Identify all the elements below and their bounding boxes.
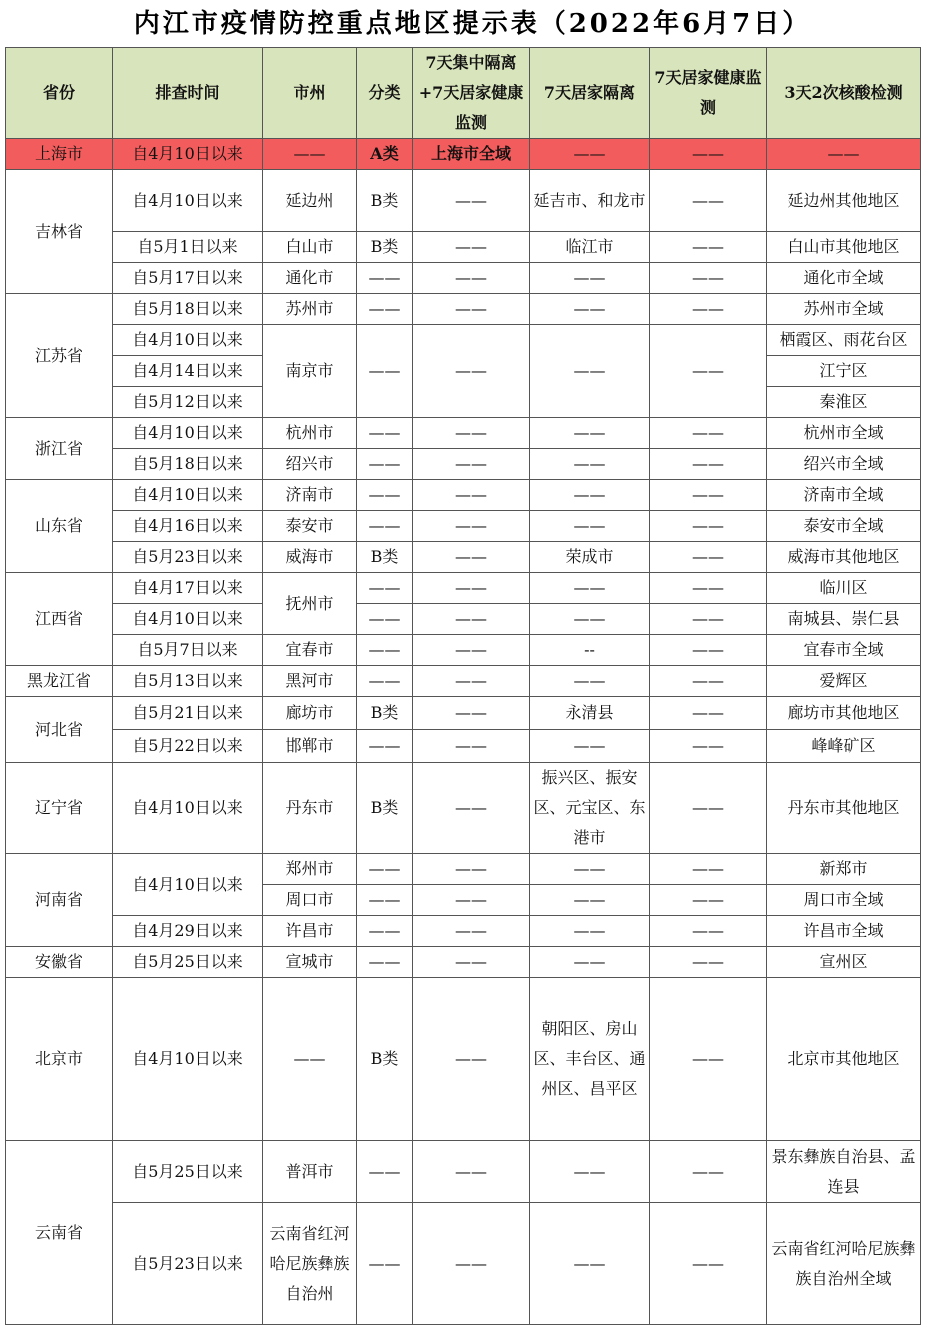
cell-test: —— [767,139,921,170]
cell-home: —— [530,666,650,697]
cell-test: 江宁区 [767,356,921,387]
cell-isolation: —— [413,542,530,573]
cell-time: 自4月10日以来 [113,325,263,356]
cell-city: 泰安市 [263,511,357,542]
cell-home: —— [530,139,650,170]
table-row [6,730,921,763]
cell-home: —— [530,854,650,885]
cell-time: 自4月10日以来 [113,418,263,449]
cell-isolation: —— [413,697,530,730]
cell-city: 郑州市 [263,854,357,885]
table-row [6,854,921,885]
header-nucleic-test: 3天2次核酸检测 [767,48,921,139]
cell-category: —— [357,449,413,480]
cell-time: 自5月23日以来 [113,542,263,573]
cell-health: —— [650,573,767,604]
cell-health: —— [650,294,767,325]
cell-isolation: —— [413,573,530,604]
cell-time: 自4月17日以来 [113,573,263,604]
cell-test: 宣州区 [767,947,921,978]
cell-test: 丹东市其他地区 [767,763,921,854]
cell-health: —— [650,263,767,294]
table-row [6,294,921,325]
cell-home: —— [530,325,650,418]
cell-isolation: —— [413,170,530,232]
cell-city: 廊坊市 [263,697,357,730]
cell-category: —— [357,573,413,604]
cell-province: 北京市 [6,978,113,1141]
cell-isolation: —— [413,916,530,947]
table-row [6,542,921,573]
cell-home: —— [530,294,650,325]
cell-time: 自4月16日以来 [113,511,263,542]
cell-time: 自4月10日以来 [113,480,263,511]
cell-city: 延边州 [263,170,357,232]
cell-city: 抚州市 [263,573,357,635]
cell-province: 吉林省 [6,170,113,294]
cell-home: —— [530,418,650,449]
cell-category: B类 [357,697,413,730]
cell-city: —— [263,978,357,1141]
cell-test: 新郑市 [767,854,921,885]
cell-home: —— [530,1203,650,1325]
cell-category: —— [357,730,413,763]
cell-isolation: —— [413,418,530,449]
table-row [6,947,921,978]
cell-health: —— [650,170,767,232]
cell-city: 杭州市 [263,418,357,449]
cell-time: 自5月12日以来 [113,387,263,418]
table-row [6,916,921,947]
cell-home: -- [530,635,650,666]
cell-city: 周口市 [263,885,357,916]
cell-time: 自5月23日以来 [113,1203,263,1325]
cell-time: 自5月18日以来 [113,294,263,325]
table-row [6,232,921,263]
cell-home: —— [530,511,650,542]
cell-home: 振兴区、振安区、元宝区、东港市 [530,763,650,854]
cell-time: 自5月7日以来 [113,635,263,666]
cell-isolation: —— [413,1203,530,1325]
table-row [6,635,921,666]
cell-category: —— [357,511,413,542]
table-row [6,418,921,449]
cell-isolation: —— [413,449,530,480]
cell-time: 自4月10日以来 [113,170,263,232]
cell-home: 延吉市、和龙市 [530,170,650,232]
cell-isolation: —— [413,1141,530,1203]
cell-category: —— [357,916,413,947]
cell-health: —— [650,1141,767,1203]
cell-health: —— [650,666,767,697]
cell-time: 自4月10日以来 [113,604,263,635]
table-row [6,480,921,511]
cell-health: —— [650,232,767,263]
table-row [6,697,921,730]
cell-test: 济南市全域 [767,480,921,511]
cell-time: 自5月18日以来 [113,449,263,480]
cell-time: 自5月1日以来 [113,232,263,263]
table-row [6,511,921,542]
cell-category: —— [357,885,413,916]
header-city: 市州 [263,48,357,139]
cell-category: —— [357,1203,413,1325]
table-row [6,263,921,294]
cell-test: 白山市其他地区 [767,232,921,263]
cell-test: 周口市全域 [767,885,921,916]
cell-test: 临川区 [767,573,921,604]
cell-home: 朝阳区、房山区、丰台区、通州区、昌平区 [530,978,650,1141]
table-row [6,604,921,635]
table-row [6,978,921,1141]
cell-city: 云南省红河哈尼族彝族自治州 [263,1203,357,1325]
cell-health: —— [650,763,767,854]
cell-test: 北京市其他地区 [767,978,921,1141]
cell-health: —— [650,418,767,449]
cell-test: 杭州市全域 [767,418,921,449]
cell-category: —— [357,635,413,666]
cell-city: 南京市 [263,325,357,418]
cell-category: —— [357,294,413,325]
cell-health: —— [650,947,767,978]
cell-time: 自4月10日以来 [113,763,263,854]
cell-isolation: —— [413,885,530,916]
header-home-isolation: 7天居家隔离 [530,48,650,139]
cell-isolation: —— [413,604,530,635]
cell-province: 黑龙江省 [6,666,113,697]
cell-category: —— [357,604,413,635]
cell-home: 临江市 [530,232,650,263]
cell-isolation: —— [413,635,530,666]
cell-time: 自5月25日以来 [113,947,263,978]
cell-category: —— [357,1141,413,1203]
cell-health: —— [650,449,767,480]
cell-city: 宜春市 [263,635,357,666]
cell-city: 黑河市 [263,666,357,697]
cell-isolation: —— [413,666,530,697]
cell-province: 江苏省 [6,294,113,418]
cell-category: B类 [357,542,413,573]
cell-category: —— [357,480,413,511]
cell-isolation: —— [413,978,530,1141]
cell-health: —— [650,854,767,885]
table-row [6,1203,921,1325]
cell-category: —— [357,418,413,449]
cell-category: —— [357,666,413,697]
cell-time: 自4月29日以来 [113,916,263,947]
cell-test: 景东彝族自治县、孟连县 [767,1141,921,1203]
cell-province: 河北省 [6,697,113,763]
table-row [6,449,921,480]
cell-city: 丹东市 [263,763,357,854]
cell-category: —— [357,325,413,418]
cell-home: —— [530,885,650,916]
cell-province: 安徽省 [6,947,113,978]
cell-province: 江西省 [6,573,113,666]
key-areas-table [5,47,921,1325]
cell-time: 自5月17日以来 [113,263,263,294]
cell-test: 泰安市全域 [767,511,921,542]
cell-category: A类 [357,139,413,170]
cell-health: —— [650,635,767,666]
cell-test: 绍兴市全域 [767,449,921,480]
cell-province: 浙江省 [6,418,113,480]
table-row [6,573,921,604]
cell-isolation: —— [413,947,530,978]
cell-city: 济南市 [263,480,357,511]
cell-home: —— [530,449,650,480]
cell-time: 自5月22日以来 [113,730,263,763]
cell-health: —— [650,511,767,542]
table-row [6,666,921,697]
cell-isolation: —— [413,763,530,854]
cell-time: 自4月14日以来 [113,356,263,387]
cell-health: —— [650,885,767,916]
cell-isolation: 上海市全域 [413,139,530,170]
cell-health: —— [650,139,767,170]
cell-province: 山东省 [6,480,113,573]
cell-isolation: —— [413,232,530,263]
cell-time: 自4月10日以来 [113,978,263,1141]
header-province: 省份 [6,48,113,139]
cell-health: —— [650,697,767,730]
cell-test: 廊坊市其他地区 [767,697,921,730]
cell-province: 河南省 [6,854,113,947]
cell-isolation: —— [413,263,530,294]
cell-city: 许昌市 [263,916,357,947]
cell-time: 自5月25日以来 [113,1141,263,1203]
cell-isolation: —— [413,511,530,542]
cell-test: 宜春市全域 [767,635,921,666]
cell-test: 秦淮区 [767,387,921,418]
cell-time: 自4月10日以来 [113,854,263,916]
cell-test: 峰峰矿区 [767,730,921,763]
cell-test: 许昌市全域 [767,916,921,947]
cell-category: B类 [357,978,413,1141]
cell-health: —— [650,542,767,573]
cell-home: —— [530,604,650,635]
cell-home: —— [530,263,650,294]
cell-health: —— [650,916,767,947]
cell-test: 云南省红河哈尼族彝族自治州全域 [767,1203,921,1325]
cell-home: —— [530,730,650,763]
cell-test: 栖霞区、雨花台区 [767,325,921,356]
cell-province: 云南省 [6,1141,113,1325]
cell-isolation: —— [413,294,530,325]
header-category: 分类 [357,48,413,139]
cell-test: 威海市其他地区 [767,542,921,573]
cell-city: 白山市 [263,232,357,263]
cell-home: —— [530,947,650,978]
cell-health: —— [650,604,767,635]
cell-health: —— [650,978,767,1141]
header-isolation: 7天集中隔离+7天居家健康监测 [413,48,530,139]
cell-home: 永清县 [530,697,650,730]
cell-category: —— [357,263,413,294]
cell-category: B类 [357,232,413,263]
cell-time: 自5月21日以来 [113,697,263,730]
table-row [6,763,921,854]
cell-city: —— [263,139,357,170]
cell-home: —— [530,573,650,604]
cell-category: —— [357,854,413,885]
page-title: 内江市疫情防控重点地区提示表（2022年6月7日） [133,9,812,39]
cell-test: 苏州市全域 [767,294,921,325]
cell-test: 延边州其他地区 [767,170,921,232]
cell-isolation: —— [413,325,530,418]
cell-home: —— [530,1141,650,1203]
cell-isolation: —— [413,854,530,885]
header-health-monitoring: 7天居家健康监测 [650,48,767,139]
cell-test: 爱辉区 [767,666,921,697]
cell-city: 邯郸市 [263,730,357,763]
cell-city: 威海市 [263,542,357,573]
cell-home: 荣成市 [530,542,650,573]
cell-city: 苏州市 [263,294,357,325]
cell-health: —— [650,480,767,511]
cell-category: —— [357,947,413,978]
cell-city: 宣城市 [263,947,357,978]
table-row [6,139,921,170]
cell-isolation: —— [413,730,530,763]
cell-health: —— [650,1203,767,1325]
cell-category: B类 [357,170,413,232]
cell-test: 南城县、崇仁县 [767,604,921,635]
cell-province: 辽宁省 [6,763,113,854]
cell-province: 上海市 [6,139,113,170]
cell-city: 通化市 [263,263,357,294]
cell-city: 绍兴市 [263,449,357,480]
cell-time: 自5月13日以来 [113,666,263,697]
cell-category: B类 [357,763,413,854]
table-row [6,170,921,232]
cell-home: —— [530,916,650,947]
cell-time: 自4月10日以来 [113,139,263,170]
header-time: 排查时间 [113,48,263,139]
table-row [6,1141,921,1203]
header-row [6,48,921,139]
cell-health: —— [650,730,767,763]
cell-test: 通化市全域 [767,263,921,294]
cell-city: 普洱市 [263,1141,357,1203]
cell-home: —— [530,480,650,511]
cell-isolation: —— [413,480,530,511]
table-row [6,325,921,356]
cell-health: —— [650,325,767,418]
